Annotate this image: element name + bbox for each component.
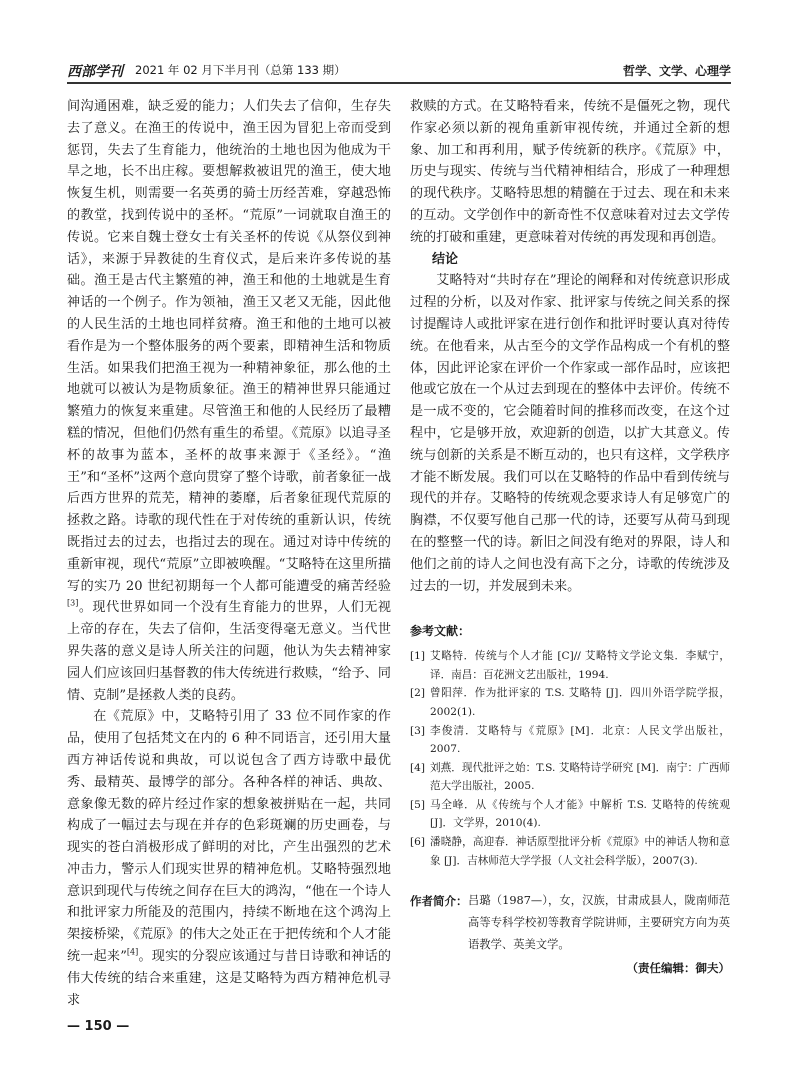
references-list xyxy=(410,647,730,870)
conclusion-heading: 结论 xyxy=(432,251,459,267)
right-column xyxy=(410,96,730,980)
responsible-editor: （责任编辑：御夫） xyxy=(626,961,730,976)
author-bio-label: 作者简介： xyxy=(410,894,468,909)
reference-item: [4] 刘燕．现代批评之始：T.S. 艾略特诗学研究 [M]．南宁：广西师范大学出版社，2005. xyxy=(410,761,730,793)
conclusion-paragraph: 艾略特对“共时存在”理论的阐释和对传统意识形成过程的分析，以及对作家、批评家与传统之间关系的探讨提醒诗人或批评家在进行创作和批评时要认真对待传统。在他看来，从古至今的文学作品构成一个有机的整体，因此评论家在评价一个作家或一部作品时，应该把他或它放在一个从过去到现在的整体中去评价。传统不是一成不变的，它会随着时间的推移而改变，在这个过程中，它是够开放，欢迎新的创造，以扩大其意义。传统与创新的关系是不断互动的，也只有这样，文学秩序才能不断发展。我们可以在艾略特的作品中看到传统与现代的并存。艾略特的传统观念要求诗人有足够宽广的胸襟，不仅要写他自己那一代的诗，还要写从荷马到现在的整整一代的诗。新旧之间没有绝对的界限，诗人和他们之前的诗人之间也没有高下之分，诗歌的传统涉及过去的一切，并发展到未来。 xyxy=(410,273,730,594)
citation-mark: [3] xyxy=(67,598,79,608)
reference-item: [1] 艾略特．传统与个人才能 [C]// 艾略特文学论文集．李赋宁，译．南昌：百花洲文艺出版社，1994. xyxy=(410,650,730,681)
author-bio xyxy=(410,890,730,956)
section-label: 哲学、文学、心理学 xyxy=(622,64,731,78)
reference-item: [3] 李俊清．艾略特与《荒原》[M]．北京：人民文学出版社，2007. xyxy=(410,724,730,756)
author-bio-text: 吕璐（1987—），女，汉族，甘肃成县人，陇南师范高等专科学校初等教育学院讲师，主要研究方向为英语教学、英美文学。 xyxy=(468,894,730,952)
citation-mark: [4] xyxy=(126,947,139,957)
left-column xyxy=(67,96,391,1011)
body-paragraph: 在《荒原》中，艾略特引用了 33 位不同作家的作品，使用了包括梵文在内的 6 种不同语言，还引用大量西方神话传说和典故，可以说包含了西方诗歌中最优秀、最精英、最博学的部分。各种各样的神话、典故、意象像无数的碎片经过作家的想象被拼贴在一起，共同构成了一幅过去与现在并存的色彩斑斓的历史画卷，与现实的苍白消极形成了鲜明的对比，产生出强烈的艺术冲击力，警示人们现实世界的精神危机。艾略特强烈地意识到现代与传统之间存在巨大的鸿沟，“他在一个诗人和批评家力所能及的范围内，持续不断地在这个鸿沟上架接桥梁，《荒原》的伟大之处正在于把传统和个人才能统一起来”[4]。现实的分裂应该通过与昔日诗歌和神话的伟大传统的结合来重建，这是艾略特为西方精神危机寻求 xyxy=(67,709,391,1008)
references-title: 参考文献： xyxy=(410,624,471,639)
body-paragraph: 救赎的方式。在艾略特看来，传统不是僵死之物，现代作家必须以新的视角重新审视传统，并通过全新的想象、加工和再利用，赋予传统新的秩序。《荒原》中，历史与现实、传统与当代精神相结合，形成了一种理想的现代秩序。艾略特思想的精髓在于过去、现在和未来的互动。文学创作中的新奇性不仅意味着对过去文学传统的打破和重建，更意味着对传统的再发现和再创造。 xyxy=(410,99,730,245)
issue-info: 2021 年 02 月下半月刊（总第 133 期） xyxy=(135,63,346,77)
reference-item: [5] 马全峰．从《传统与个人才能》中解析 T.S. 艾略特的传统观 [J]．文学界，2010(4). xyxy=(410,798,730,830)
body-paragraph: 间沟通困难，缺乏爱的能力；人们失去了信仰，生存失去了意义。在渔王的传说中，渔王因为冒犯上帝而受到惩罚，失去了生育能力，他统治的土地也因为他成为干旱之地，长不出庄稼。要想解救被诅咒的渔王，使大地恢复生机，则需要一名英勇的骑士历经苦难，穿越恐怖的教堂，找到传说中的圣杯。“荒原”一词就取自渔王的传说。它来自魏士登女士有关圣杯的传说《从祭仪到神话》，来源于异教徒的生育仪式，是后来许多传说的基础。渔王是古代主繁殖的神，渔王和他的土地就是生育神话的一个例子。作为领袖，渔王又老又无能，因此他的人民生活的土地也同样贫瘠。渔王和他的土地可以被看作是为一个整体服务的两个要素，即精神生活和物质生活。如果我们把渔王视为一种精神象征，那么他的土地就可以被认为是物质象征。渔王的精神世界只能通过繁殖力的恢复来重建。尽管渔王和他的人民经历了最糟糕的情况，但他们仍然有重生的希望。《荒原》以追寻圣杯的故事为蓝本，圣杯的故事来源于《圣经》。“渔王”和“圣杯”这两个意向贯穿了整个诗歌，前者象征一战后西方世界的荒芜，精神的萎靡，后者象征现代荒原的拯救之路。诗歌的现代性在于对传统的重新认识，传统既指过去的过去，也指过去的现在。通过对诗中传统的重新审视，现代“荒原”立即被唤醒。“艾略特在这里所描写的实乃 20 世纪初期每一个人都可能遭受的痛苦经验[3]。现代世界如同一个没有生育能力的世界，人们无视上帝的存在，失去了信仰，生活变得毫无意义。当代世界失落的意义是诗人所关注的问题，他认为失去精神家园人们应该回归基督教的伟大传统进行救赎，“给予、同情、克制”是拯救人类的良药。 xyxy=(67,99,391,703)
reference-item: [6] 潘晓静，高迎春．神话原型批评分析《荒原》中的神话人物和意象 [J]．吉林师范大学学报（人文社会科学版），2007(3). xyxy=(410,836,730,867)
running-header xyxy=(67,60,731,84)
reference-item: [2] 曾阳萍．作为批评家的 T.S. 艾略特 [J]．四川外语学院学报，2002(1). xyxy=(410,687,730,718)
page-number: — 150 — xyxy=(67,1019,130,1034)
journal-masthead: 西部学刊 xyxy=(67,64,123,80)
